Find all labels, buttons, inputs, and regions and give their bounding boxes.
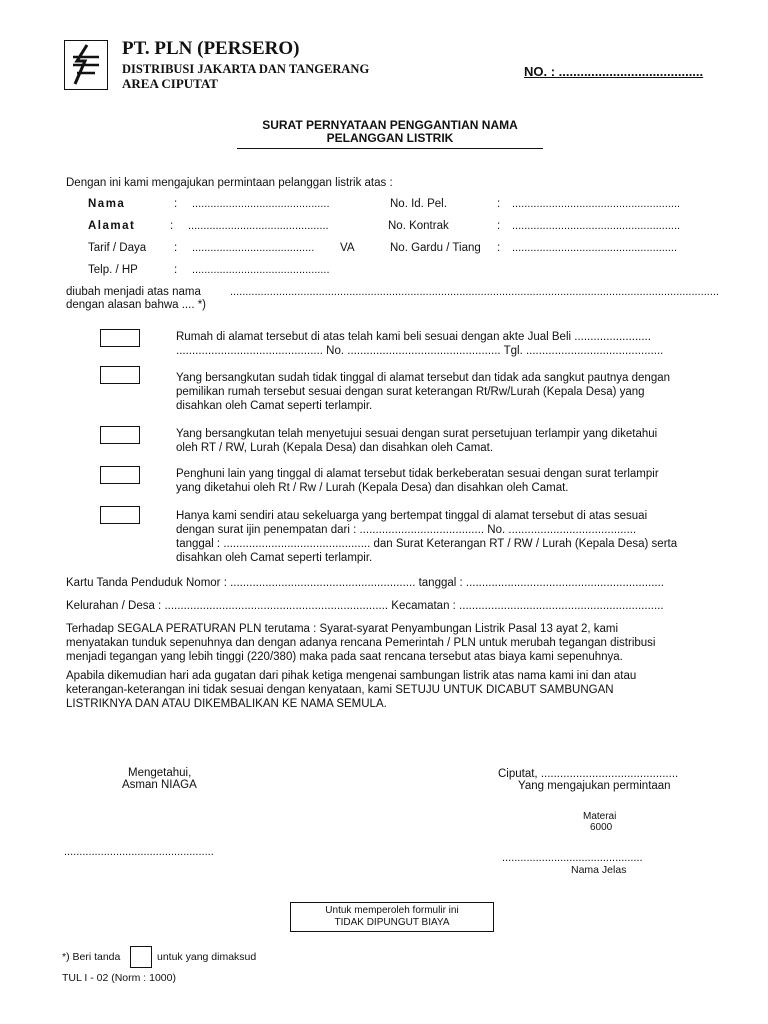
- full-name-label: Nama Jelas: [571, 864, 627, 876]
- footnote-before: *) Beri tanda: [62, 951, 121, 963]
- form-title-line1: SURAT PERNYATAAN PENGGANTIAN NAMA: [262, 118, 518, 132]
- applicant-label: Yang mengajukan permintaan: [518, 780, 671, 792]
- unit-va: VA: [340, 242, 355, 254]
- company-name: PT. PLN (PERSERO): [122, 38, 300, 59]
- option-text-1: Rumah di alamat tersebut di atas telah kami beli sesuai dengan akte Jual Beli ........................ .............................................. No. ................................................ Tgl. ...........................................: [176, 331, 664, 357]
- colon-gardu: :: [497, 242, 501, 254]
- kelurahan-line[interactable]: Kelurahan / Desa : ...................................................................... Kecamatan : ................................................................: [66, 600, 664, 612]
- kontrak-field[interactable]: .......................................................: [512, 220, 681, 232]
- asman-niaga-label: Asman NIAGA: [122, 779, 197, 791]
- label-id-pel: No. Id. Pel.: [390, 198, 447, 210]
- document-number-field[interactable]: NO. : ........................................: [524, 64, 704, 79]
- option-text-2: Yang bersangkutan sudah tidak tinggal di alamat tersebut dan tidak ada sangkut pautnya dengan pemilikan rumah tersebut sesuai dengan surat keterangan Rt/Rw/Lurah (Kepala Desa) yang disahkan oleh Camat seperti terlampir.: [176, 372, 671, 412]
- notice-line2: TIDAK DIPUNGUT BIAYA: [334, 917, 450, 928]
- form-title-line2: PELANGGAN LISTRIK: [326, 131, 454, 145]
- colon-telp: :: [174, 264, 178, 276]
- option-checkbox-4[interactable]: [100, 466, 140, 484]
- form-title: [230, 119, 550, 145]
- pln-logo: [64, 40, 108, 90]
- stamp-value: 6000: [590, 822, 613, 833]
- company-division: DISTRIBUSI JAKARTA DAN TANGERANG: [122, 62, 370, 76]
- option-checkbox-2[interactable]: [100, 366, 140, 384]
- option-text-3: Yang bersangkutan telah menyetujui sesuai dengan surat persetujuan terlampir yang diketahui oleh RT / RW, Lurah (Kepala Desa) dan disahkan oleh Camat.: [176, 428, 658, 454]
- label-kontrak: No. Kontrak: [388, 220, 449, 232]
- alamat-field[interactable]: ..............................................: [188, 220, 329, 232]
- place-date-field[interactable]: Ciputat, ...........................................: [498, 768, 679, 780]
- notice-line1: Untuk memperoleh formulir ini: [325, 905, 459, 916]
- option-text-5: Hanya kami sendiri atau sekeluarga yang bertempat tinggal di alamat tersebut di atas sesuai dengan surat ijin penempatan dari : ....................................... No. ........................................ tanggal : .............................................. dan Surat Keterangan RT / RW / Lurah (Kepala Desa) serta disahkan oleh Camat seperti terlampir.: [176, 510, 678, 564]
- stamp-label: Materai: [583, 811, 617, 822]
- option-checkbox-5[interactable]: [100, 506, 140, 524]
- tarif-daya-field[interactable]: ........................................: [192, 242, 315, 254]
- reason-label: dengan alasan bahwa .... *): [66, 299, 207, 311]
- ktp-line[interactable]: Kartu Tanda Penduduk Nomor : .......................................................... tanggal : ..............................................................: [66, 577, 664, 589]
- asman-signature-line[interactable]: .................................................: [64, 846, 214, 858]
- colon-nama: :: [174, 198, 178, 210]
- label-telp: Telp. / HP: [88, 264, 138, 276]
- id-pel-field[interactable]: .......................................................: [512, 198, 681, 210]
- statement-regulations: Terhadap SEGALA PERATURAN PLN terutama : Syarat-syarat Penyambungan Listrik Pasal 13 ayat 2, kami menyatakan tunduk sepenuhnya dan dengan adanya rencana Pemerintah / PLN untuk merubah tegangan distribusi menjadi tegangan yang lebih tinggi (220/380) maka pada saat rencana tersebut atas biaya kami sepenuhnya.: [66, 623, 656, 663]
- applicant-signature-line[interactable]: ..............................................: [502, 852, 643, 864]
- label-tarif-daya: Tarif / Daya: [88, 242, 147, 254]
- colon-kontrak: :: [497, 220, 501, 232]
- option-checkbox-3[interactable]: [100, 426, 140, 444]
- gardu-tiang-field[interactable]: ......................................................: [512, 242, 678, 254]
- free-form-notice: [290, 902, 494, 932]
- label-nama: Nama: [88, 198, 126, 210]
- new-name-field[interactable]: ................................................................................................................................................................: [230, 286, 719, 298]
- colon-tarif: :: [174, 242, 178, 254]
- lightning-logo-icon: [65, 41, 106, 88]
- title-underline: [237, 148, 543, 149]
- colon-alamat: :: [170, 220, 174, 232]
- telp-field[interactable]: .............................................: [192, 264, 330, 276]
- acknowledged-label: Mengetahui,: [128, 767, 192, 779]
- company-area: AREA CIPUTAT: [122, 76, 218, 91]
- option-text-4: Penghuni lain yang tinggal di alamat tersebut tidak berkeberatan sesuai dengan surat terlampir yang diketahui oleh Rt / Rw / Lurah (Kepala Desa) dan disahkan oleh Camat.: [176, 468, 659, 494]
- option-checkbox-1[interactable]: [100, 329, 140, 347]
- intro-text: Dengan ini kami mengajukan permintaan pelanggan listrik atas :: [66, 177, 393, 189]
- changed-to-label: diubah menjadi atas nama: [66, 286, 201, 298]
- footnote-checkbox-sample: [130, 946, 152, 968]
- statement-dispute: Apabila dikemudian hari ada gugatan dari pihak ketiga mengenai sambungan listrik atas nama kami ini dan atau keterangan-keterangan ini tidak sesuai dengan kenyataan, kami SETUJU UNTUK DICABUT SAMBUNGAN LISTRIKNYA DAN ATAU DIKEMBALIKAN KE NAMA SEMULA.: [66, 670, 637, 710]
- colon-id-pel: :: [497, 198, 501, 210]
- nama-field[interactable]: .............................................: [192, 198, 330, 210]
- label-gardu-tiang: No. Gardu / Tiang: [390, 242, 481, 254]
- label-alamat: Alamat: [88, 220, 136, 232]
- form-code: TUL I - 02 (Norm : 1000): [62, 972, 176, 984]
- footnote-after: untuk yang dimaksud: [157, 951, 257, 963]
